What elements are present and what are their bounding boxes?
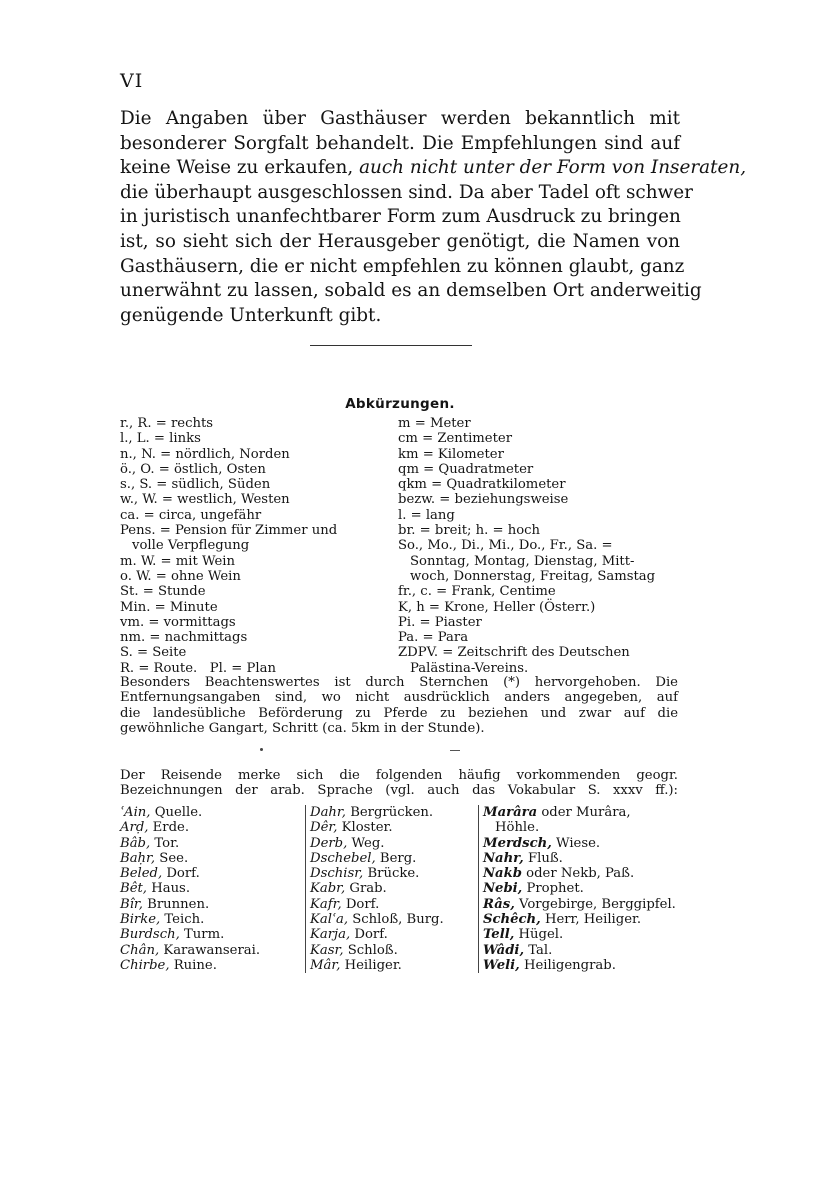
glossary-meaning: Schloß, Burg. <box>352 912 444 928</box>
glossary-term: Mâr, <box>310 957 341 973</box>
glossary-term: Dahr, <box>310 805 346 820</box>
glossary-entry <box>120 836 302 851</box>
abbreviation-entry: fr., c. = Frank, Centime <box>398 584 556 600</box>
abbreviations-right-column <box>398 416 688 676</box>
glossary-term: Kalʿa, <box>310 912 349 928</box>
glossary-intro-line: Der Reisende merke sich die folgenden häufig vorkommenden geogr. <box>120 768 678 783</box>
glossary-meaning: Hügel. <box>518 927 564 943</box>
glossary-term: Wâdi, <box>483 942 525 958</box>
glossary-meaning: Grab. <box>349 881 387 897</box>
note-line: gewöhnliche Gangart, Schritt (ca. 5km in der Stunde). <box>120 720 485 736</box>
glossary-entry <box>310 866 480 881</box>
abbreviation-entry: l. = lang <box>398 507 455 523</box>
abbreviation-entry: volle Verpflegung <box>132 538 250 554</box>
glossary-term: Kafr, <box>310 896 342 912</box>
glossary-meaning: See. <box>159 850 189 866</box>
intro-line: in juristisch unanfechtbarer Form zum Ausdruck zu bringen <box>120 206 681 228</box>
abbreviation-entry: l., L. = links <box>120 431 201 447</box>
glossary-term: Nahr, <box>483 850 524 866</box>
abbreviation-entry: Sonntag, Montag, Dienstag, Mitt- <box>410 553 635 569</box>
abbreviation-entry: vm. = vormittags <box>120 614 236 630</box>
abbreviation-entry: nm. = nachmittags <box>120 630 248 646</box>
intro-line: unerwähnt zu lassen, sobald es an demselben Ort anderweitig <box>120 280 702 302</box>
abbreviation-entry: cm = Zentimeter <box>398 431 513 447</box>
glossary-term: Weli, <box>483 957 520 973</box>
intro-line: Gasthäusern, die er nicht empfehlen zu können glaubt, ganz <box>120 255 685 277</box>
glossary-entry <box>483 912 693 927</box>
glossary-meaning: Herr, Heiliger. <box>544 912 642 928</box>
glossary-term: Birke, <box>120 912 161 928</box>
glossary-meaning: Haus. <box>151 881 191 897</box>
glossary-term: Schêch, <box>483 912 541 928</box>
glossary-entry <box>483 943 693 958</box>
intro-italic-phrase: auch nicht unter der Form von Inseraten, <box>359 157 747 179</box>
note-line: Besonders Beachtenswertes ist durch Sternchen (*) hervorgehoben. Die <box>120 675 678 690</box>
glossary-term: Dschebel, <box>310 850 376 866</box>
glossary-meaning: oder Nekb, Paß. <box>526 866 635 882</box>
abbreviation-entry: km = Kilometer <box>398 446 504 462</box>
glossary-meaning: Berg. <box>379 850 417 866</box>
glossary-meaning: Wiese. <box>556 835 601 851</box>
glossary-entry <box>120 820 302 835</box>
glossary-term: Nakb <box>483 866 522 882</box>
glossary-meaning: Schloß. <box>347 942 398 958</box>
glossary-entry <box>310 927 480 942</box>
glossary-meaning: Dorf. <box>345 896 380 912</box>
glossary-term: Kasr, <box>310 942 344 958</box>
glossary-term: Bâb, <box>120 835 151 851</box>
glossary-meaning: Weg. <box>351 835 385 851</box>
page-number: VI <box>120 70 144 92</box>
section-divider <box>310 345 472 346</box>
glossary-term: Bêt, <box>120 881 147 897</box>
glossary-meaning: Brücke. <box>367 866 420 882</box>
glossary-entry <box>483 820 693 835</box>
abbreviation-entry: n., N. = nördlich, Norden <box>120 446 290 462</box>
glossary-meaning: Heiligengrab. <box>523 957 616 973</box>
abbreviations-left-column <box>120 416 390 676</box>
intro-line: die überhaupt ausgeschlossen sind. Da aber Tadel oft schwer <box>120 181 693 203</box>
abbreviation-entry: K, h = Krone, Heller (Österr.) <box>398 599 596 615</box>
separator-dot <box>260 748 263 751</box>
glossary-entry <box>483 958 693 973</box>
glossary-meaning: Höhle. <box>495 820 540 836</box>
glossary-meaning: Bergrücken. <box>350 805 434 820</box>
abbreviation-entry: S. = Seite <box>120 645 187 661</box>
abbreviation-entry: Pens. = Pension für Zimmer und <box>120 523 338 539</box>
intro-line: besonderer Sorgfalt behandelt. Die Empfehlungen sind auf <box>120 132 680 154</box>
glossary-term: Râs, <box>483 896 515 912</box>
glossary-meaning: Kloster. <box>341 820 393 836</box>
glossary-meaning: Erde. <box>152 820 190 836</box>
note-line: Entfernungsangaben sind, wo nicht ausdrücklich anders angegeben, auf <box>120 690 678 706</box>
intro-line <box>120 156 747 181</box>
glossary-intro <box>120 768 678 799</box>
glossary-entry <box>310 943 480 958</box>
glossary-entry <box>483 805 693 820</box>
glossary-term: Chân, <box>120 942 160 958</box>
glossary-entry <box>310 805 480 820</box>
glossary-intro-line: Bezeichnungen der arab. Sprache (vgl. auch das Vokabular S. xxxv ff.): <box>120 783 678 799</box>
abbreviation-entry: ZDPV. = Zeitschrift des Deutschen <box>398 645 630 661</box>
intro-line: genügende Unterkunft gibt. <box>120 304 382 326</box>
abbreviation-entry: ö., O. = östlich, Osten <box>120 461 266 477</box>
abbreviation-entry: bezw. = beziehungsweise <box>398 492 569 508</box>
abbreviation-entry: Pi. = Piaster <box>398 614 482 630</box>
glossary-entry <box>483 897 693 912</box>
glossary-entry <box>120 927 302 942</box>
glossary-entry <box>483 881 693 896</box>
glossary-term: Dschisr, <box>310 866 364 882</box>
intro-paragraph <box>120 107 747 328</box>
glossary-term: ʿAin, <box>120 805 151 820</box>
glossary-meaning: Turm. <box>183 927 225 943</box>
glossary-entry <box>483 927 693 942</box>
abbreviation-entry: woch, Donnerstag, Freitag, Samstag <box>410 568 656 584</box>
glossary-meaning: Vorgebirge, Berggipfel. <box>519 896 676 912</box>
glossary-term: Kabr, <box>310 881 346 897</box>
glossary-column-1 <box>120 805 302 973</box>
separator-dash <box>450 750 460 751</box>
glossary-entry <box>310 897 480 912</box>
glossary-entry <box>483 851 693 866</box>
glossary-term: Chirbe, <box>120 957 170 973</box>
glossary-entry <box>310 836 480 851</box>
glossary-meaning: Tor. <box>154 835 180 851</box>
abbreviation-entry: Palästina-Vereins. <box>410 660 529 676</box>
glossary-meaning: Tal. <box>528 942 553 958</box>
glossary-meaning: Dorf. <box>166 866 200 882</box>
abbreviation-entry: o. W. = ohne Wein <box>120 568 241 584</box>
glossary-entry <box>120 866 302 881</box>
glossary-meaning: Brunnen. <box>147 896 210 912</box>
glossary-entry <box>310 881 480 896</box>
intro-line-text: keine Weise zu erkaufen, <box>120 157 354 179</box>
glossary-entry <box>120 943 302 958</box>
abbreviation-entry: Min. = Minute <box>120 599 218 615</box>
glossary-meaning: Fluß. <box>527 850 563 866</box>
glossary-term: Bîr, <box>120 896 143 912</box>
glossary-meaning: Dorf. <box>354 927 388 943</box>
abbreviation-entry: St. = Stunde <box>120 584 206 600</box>
glossary-term: Arḍ, <box>120 820 149 836</box>
abbreviations-heading: Abkürzungen. <box>345 396 455 412</box>
glossary-entry <box>310 958 480 973</box>
glossary-term: Nebi, <box>483 881 523 897</box>
glossary-meaning: Quelle. <box>154 805 203 820</box>
intro-line: Die Angaben über Gasthäuser werden bekanntlich mit <box>120 108 680 129</box>
abbreviation-entry: m. W. = mit Wein <box>120 553 235 569</box>
glossary-entry <box>120 897 302 912</box>
glossary-term: Derb, <box>310 835 348 851</box>
abbreviation-entry: qkm = Quadratkilometer <box>398 477 566 493</box>
glossary-term: Dêr, <box>310 820 338 836</box>
glossary-meaning: Prophet. <box>526 881 584 897</box>
abbreviation-entry: Pa. = Para <box>398 630 469 646</box>
glossary-meaning: oder Murâra, <box>541 805 631 820</box>
glossary-term: Baḥr, <box>120 850 156 866</box>
abbreviation-entry: qm = Quadratmeter <box>398 461 534 477</box>
notes-paragraph <box>120 675 678 736</box>
glossary-entry <box>310 912 480 927</box>
glossary-term: Tell, <box>483 927 515 943</box>
abbreviation-entry: s., S. = südlich, Süden <box>120 477 271 493</box>
glossary-term: Merdsch, <box>483 835 552 851</box>
glossary-column-2 <box>305 805 480 973</box>
glossary-entry <box>120 851 302 866</box>
glossary-entry <box>120 805 302 820</box>
minor-separator <box>260 748 460 754</box>
intro-line: ist, so sieht sich der Herausgeber genötigt, die Namen von <box>120 230 680 252</box>
glossary-entry <box>120 881 302 896</box>
abbreviation-entry: br. = breit; h. = hoch <box>398 523 541 539</box>
abbreviation-entry: w., W. = westlich, Westen <box>120 492 290 508</box>
glossary-meaning: Ruine. <box>173 957 217 973</box>
glossary-entry <box>120 912 302 927</box>
abbreviation-entry: m = Meter <box>398 416 471 431</box>
glossary-column-3 <box>478 805 693 973</box>
glossary-meaning: Teich. <box>164 912 205 928</box>
glossary-term: Karja, <box>310 927 351 943</box>
note-line: die landesübliche Beförderung zu Pferde zu beziehen und zwar auf die <box>120 705 678 721</box>
glossary-meaning: Karawanserai. <box>163 942 261 958</box>
glossary-entry <box>483 866 693 881</box>
glossary-entry <box>310 820 480 835</box>
glossary-entry <box>310 851 480 866</box>
abbreviation-entry: R. = Route. Pl. = Plan <box>120 660 276 676</box>
glossary-term: Burdsch, <box>120 927 180 943</box>
glossary-term: Beled, <box>120 866 163 882</box>
abbreviation-entry: ca. = circa, ungefähr <box>120 507 262 523</box>
abbreviation-entry: r., R. = rechts <box>120 416 214 431</box>
glossary-term: Marâra <box>483 805 538 820</box>
abbreviation-entry: So., Mo., Di., Mi., Do., Fr., Sa. = <box>398 538 613 554</box>
glossary-entry <box>483 836 693 851</box>
glossary-meaning: Heiliger. <box>344 957 402 973</box>
glossary-entry <box>120 958 302 973</box>
